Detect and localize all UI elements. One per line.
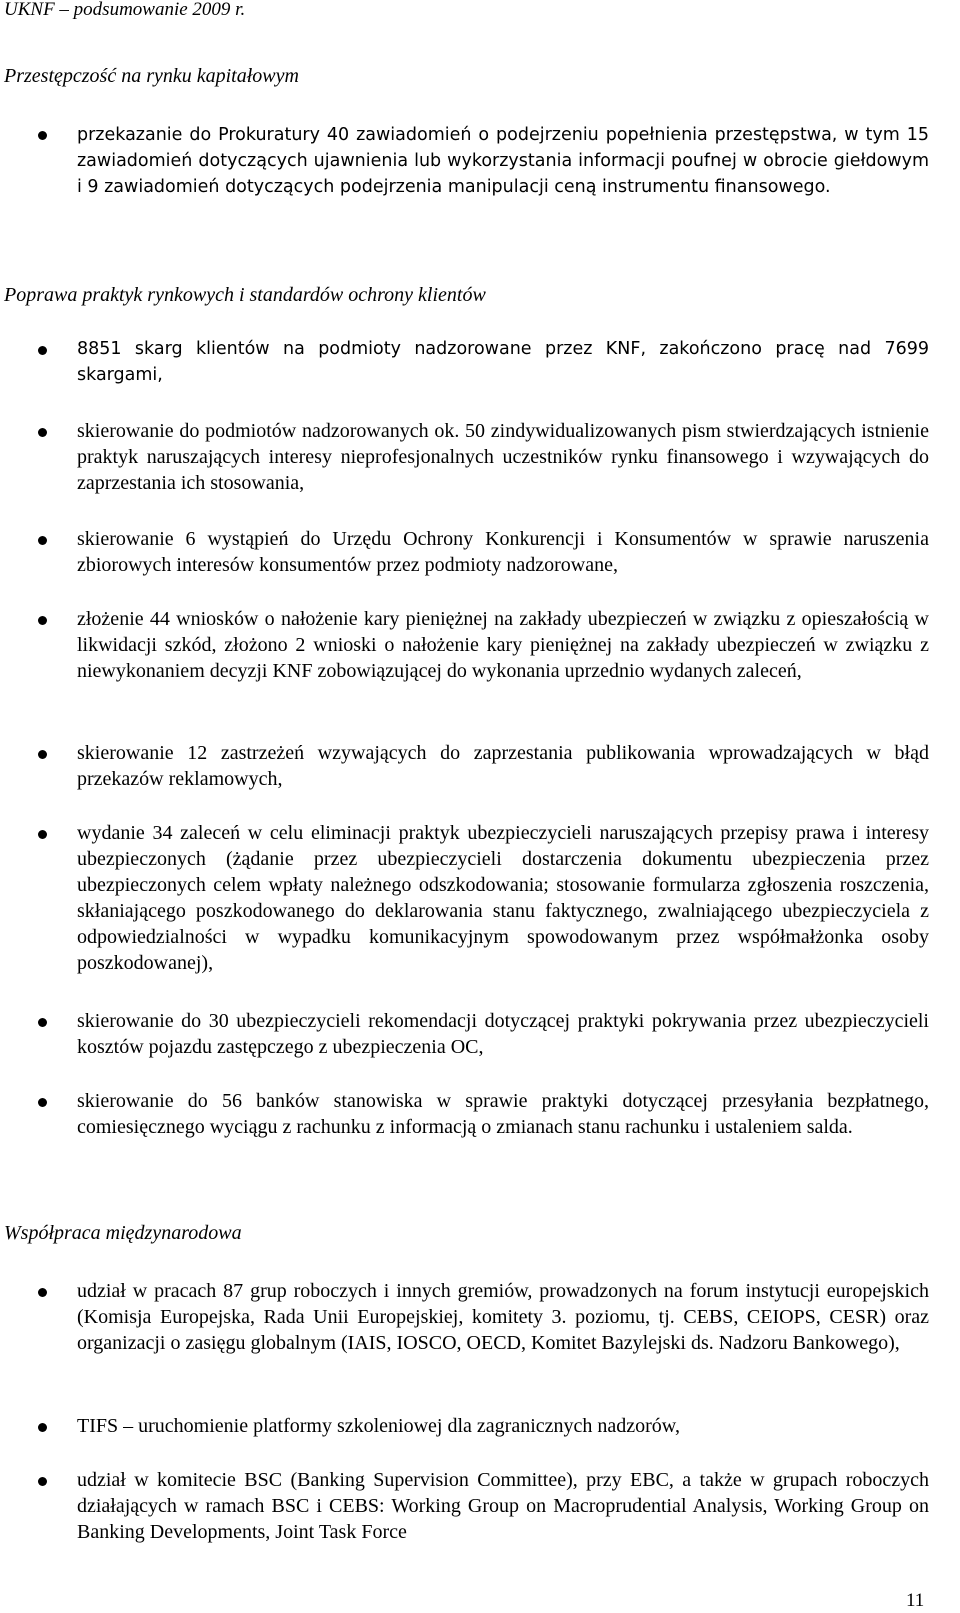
bullet-icon (38, 1477, 47, 1486)
bullet-icon (38, 750, 47, 759)
bullet-icon (38, 1288, 47, 1297)
section-title-capital-market-crime: Przestępczość na rynku kapitałowym (4, 65, 299, 87)
section-title-international-cooperation: Współpraca międzynarodowa (4, 1222, 242, 1244)
bullet-icon (38, 616, 47, 625)
bullet-icon (38, 428, 47, 437)
list-item-text: skierowanie do 56 banków stanowiska w sprawie praktyki dotyczącej przesyłania bezpłatnego, comiesięcznego wyciągu z rachunku z informacją o zmianach stanu rachunku i ustaleniem salda. (77, 1090, 929, 1138)
list-item-text: wydanie 34 zaleceń w celu eliminacji praktyk ubezpieczycieli naruszających przepisy prawa i interesy ubezpieczonych (żądanie przez ubezpieczycieli dostarczenia dokumentu ubezpieczenia przez ubezpieczonych celem wpłaty należnego odszkodowania; stosowanie formularza zgłoszenia roszczenia, skłaniającego poszkodowanego do deklarowania stanu faktycznego, zwalniającego ubezpieczyciela z odpowiedzialności w wypadku komunikacyjnym spowodowanym przez współmałżonka osoby poszkodowanej), (77, 822, 929, 974)
running-header: UKNF – podsumowanie 2009 r. (4, 0, 246, 20)
bullet-icon (38, 1098, 47, 1107)
list-item-text: TIFS – uruchomienie platformy szkoleniowej dla zagranicznych nadzorów, (77, 1415, 680, 1437)
bullet-icon (38, 1423, 47, 1432)
list-item-text: udział w pracach 87 grup roboczych i innych gremiów, prowadzonych na forum instytucji europejskich (Komisja Europejska, Rada Unii Europejskiej, komitety 3. poziomu, tj. CEBS, CEIOPS, CESR) oraz organizacji o zasięgu globalnym (IAIS, IOSCO, OECD, Komitet Bazylejski ds. Nadzoru Bankowego), (77, 1280, 929, 1354)
list-item-text: skierowanie do podmiotów nadzorowanych ok. 50 zindywidualizowanych pism stwierdzających istnienie praktyk naruszających interesy nieprofesjonalnych uczestników rynku finansowego i wzywających do zaprzestania ich stosowania, (77, 420, 929, 494)
list-item-text: 8851 skarg klientów na podmioty nadzorowane przez KNF, zakończono pracę nad 7699 skargami, (77, 339, 929, 385)
list-item-text: przekazanie do Prokuratury 40 zawiadomień o podejrzeniu popełnienia przestępstwa, w tym 15 zawiadomień dotyczących ujawnienia lub wykorzystania informacji poufnej w obrocie giełdowym i 9 zawiadomień dotyczących podejrzenia manipulacji ceną instrumentu finansowego. (77, 125, 929, 197)
section-title-market-practices: Poprawa praktyk rynkowych i standardów ochrony klientów (4, 284, 486, 306)
bullet-icon (38, 346, 47, 355)
bullet-icon (38, 536, 47, 545)
list-item-text: złożenie 44 wniosków o nałożenie kary pieniężnej na zakłady ubezpieczeń w związku z opieszałością w likwidacji szkód, złożono 2 wnioski o nałożenie kary pieniężnej na zakłady ubezpieczeń w związku z niewykonaniem decyzji KNF zobowiązującej do wykonania uprzednio wydanych zaleceń, (77, 608, 929, 682)
bullet-icon (38, 1018, 47, 1027)
bullet-icon (38, 830, 47, 839)
page-number: 11 (906, 1590, 925, 1611)
list-item-text: skierowanie 12 zastrzeżeń wzywających do zaprzestania publikowania wprowadzających w błąd przekazów reklamowych, (77, 742, 929, 790)
list-item-text: skierowanie 6 wystąpień do Urzędu Ochrony Konkurencji i Konsumentów w sprawie naruszenia zbiorowych interesów konsumentów przez podmioty nadzorowane, (77, 528, 929, 576)
list-item-text: skierowanie do 30 ubezpieczycieli rekomendacji dotyczącej praktyki pokrywania przez ubezpieczycieli kosztów pojazdu zastępczego z ubezpieczenia OC, (77, 1010, 929, 1058)
list-item-text: udział w komitecie BSC (Banking Supervision Committee), przy EBC, a także w grupach roboczych działających w ramach BSC i CEBS: Working Group on Macroprudential Analysis, Working Group on Banking Developments, Joint Task Force (77, 1469, 929, 1543)
bullet-icon (38, 131, 47, 140)
